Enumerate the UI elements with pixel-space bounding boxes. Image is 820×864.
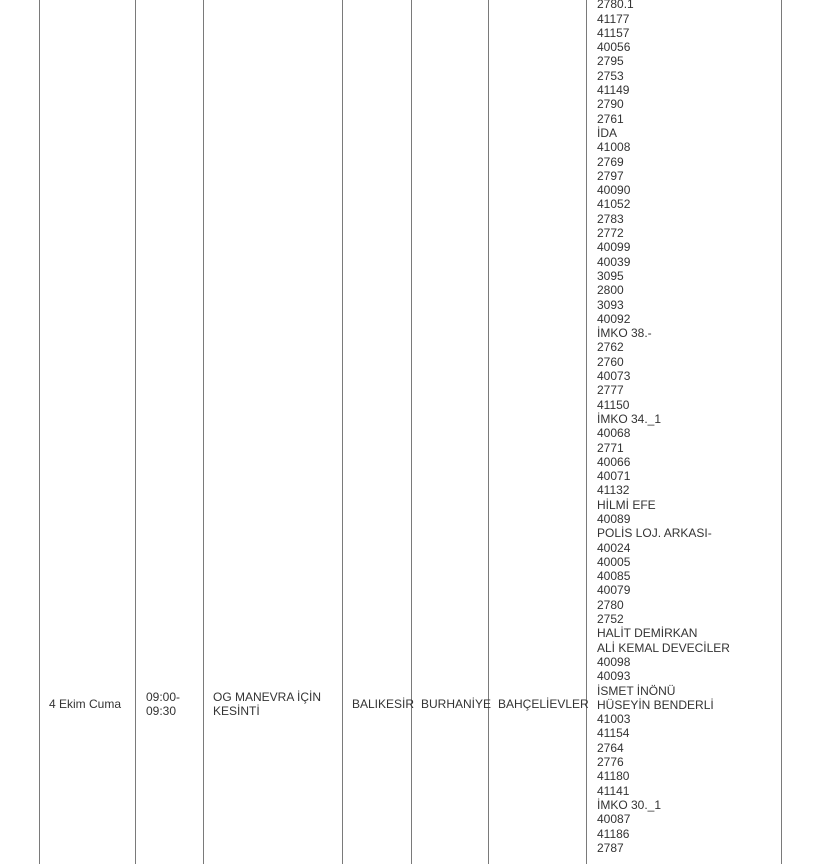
street-item: 2761 [597, 111, 624, 126]
street-item: 41157 [597, 25, 630, 40]
column-border [39, 0, 40, 864]
street-item: 2797 [597, 168, 624, 183]
reason-cell: OG MANEVRA İÇİN KESİNTİ [213, 690, 322, 719]
street-item: 2795 [597, 54, 624, 69]
street-item: 41149 [597, 83, 630, 98]
street-item: 41186 [597, 826, 630, 841]
street-item: 40039 [597, 254, 631, 269]
street-item: 40068 [597, 426, 631, 441]
street-item: 2771 [597, 440, 624, 455]
time-cell: 09:00-09:30 [146, 690, 181, 719]
street-item: 41003 [597, 712, 631, 727]
city-cell: BALIKESİR [352, 697, 415, 711]
street-item: 41141 [597, 783, 630, 798]
street-item: 2800 [597, 283, 624, 298]
street-item: İMKO 30._1 [597, 797, 662, 812]
street-item: 41150 [597, 397, 630, 412]
street-item: 40071 [597, 469, 631, 484]
street-item: HALİT DEMİRKAN [597, 626, 698, 641]
street-item: 2776 [597, 755, 624, 770]
neighborhood-cell: BAHÇELİEVLER [498, 697, 589, 711]
street-item: 40079 [597, 583, 631, 598]
street-item: 2753 [597, 68, 624, 83]
column-border [488, 0, 489, 864]
street-item: 40087 [597, 812, 631, 827]
street-item: 40073 [597, 369, 631, 384]
street-item: 2764 [597, 740, 624, 755]
street-item: 2769 [597, 154, 624, 169]
street-item: 2787 [597, 840, 624, 855]
street-item: 40085 [597, 569, 631, 584]
street-item: İSMET İNÖNÜ [597, 683, 676, 698]
column-border [586, 0, 587, 864]
street-item: 2783 [597, 211, 624, 226]
column-border [135, 0, 136, 864]
street-item: 3095 [597, 268, 624, 283]
street-item: 2752 [597, 612, 624, 627]
street-item: 2772 [597, 226, 624, 241]
column-border [342, 0, 343, 864]
street-item: 40089 [597, 511, 631, 526]
street-item: 41008 [597, 140, 631, 155]
street-item: HÜSEYİN BENDERLİ [597, 697, 714, 712]
street-item: 41132 [597, 483, 630, 498]
street-item: 40066 [597, 454, 631, 469]
street-item: 40093 [597, 669, 631, 684]
street-item: 2780.1 [597, 0, 634, 12]
street-item: 41177 [597, 11, 630, 26]
street-item: 40099 [597, 240, 631, 255]
street-item: 40098 [597, 654, 631, 669]
street-item: 2762 [597, 340, 624, 355]
street-item: 40056 [597, 40, 631, 55]
street-item: HİLMİ EFE [597, 497, 656, 512]
street-item: 40024 [597, 540, 631, 555]
street-item: 3093 [597, 297, 624, 312]
street-item: 41052 [597, 197, 631, 212]
date-cell: 4 Ekim Cuma [49, 697, 122, 711]
street-item: İDA [597, 125, 618, 140]
street-item: 40090 [597, 183, 631, 198]
street-item: 2790 [597, 97, 624, 112]
street-item: 2777 [597, 383, 624, 398]
street-item: 41180 [597, 769, 630, 784]
street-item: 40092 [597, 311, 631, 326]
street-item: İMKO 34._1 [597, 411, 662, 426]
street-item: 40005 [597, 554, 631, 569]
street-item: 2760 [597, 354, 624, 369]
street-item: 2780 [597, 597, 624, 612]
street-item: İMKO 38.- [597, 326, 652, 341]
street-item: POLİS LOJ. ARKASI- [597, 526, 712, 541]
column-border [781, 0, 782, 864]
column-border [203, 0, 204, 864]
streets-cell [597, 0, 781, 855]
street-item: 41154 [597, 726, 630, 741]
district-cell: BURHANİYE [421, 697, 492, 711]
column-border [411, 0, 412, 864]
street-item: ALİ KEMAL DEVECİLER [597, 640, 730, 655]
